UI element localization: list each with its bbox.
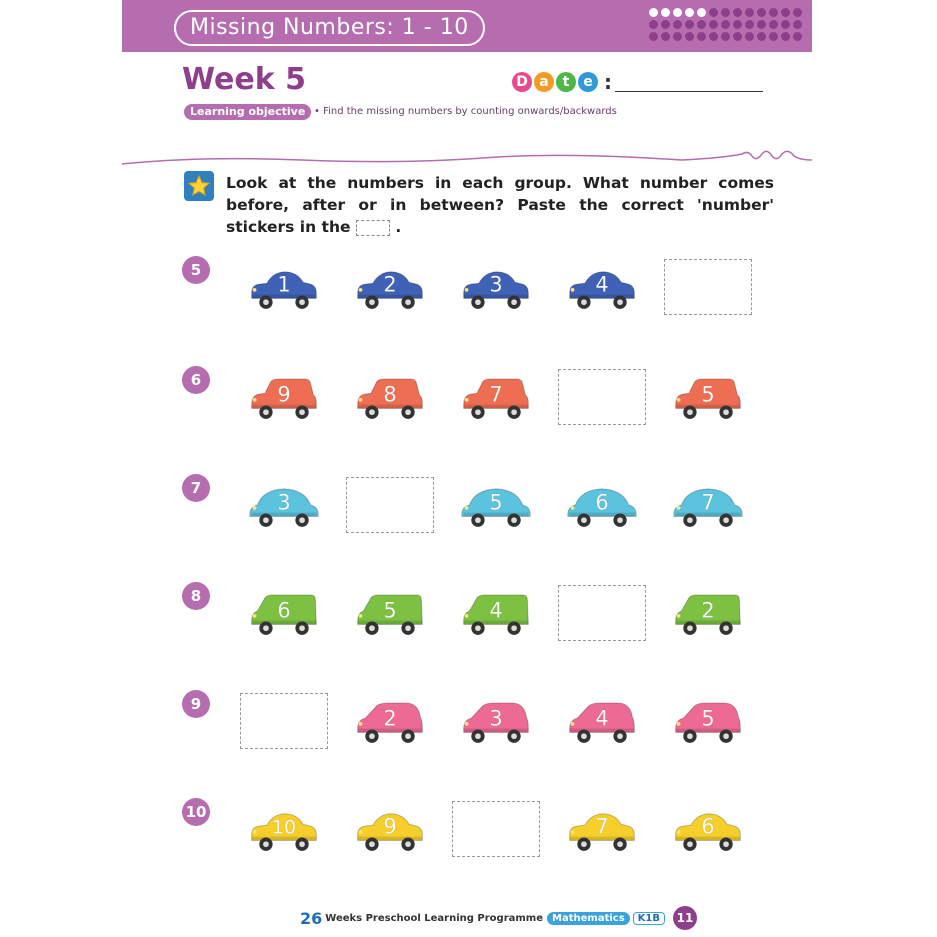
car-van-icon bbox=[246, 585, 322, 641]
svg-text:10: 10 bbox=[271, 816, 297, 839]
car-sedan-icon bbox=[246, 259, 322, 315]
page-number: 11 bbox=[673, 906, 697, 930]
svg-text:3: 3 bbox=[277, 490, 291, 515]
car-hatch-icon bbox=[458, 693, 534, 749]
sticker-drop-box[interactable] bbox=[558, 369, 646, 425]
car-sedan-icon bbox=[458, 259, 534, 315]
row-number: 10 bbox=[182, 798, 210, 826]
svg-text:2: 2 bbox=[701, 598, 715, 623]
car-hatch-icon bbox=[352, 693, 428, 749]
footer-programme: Weeks Preschool Learning Programme bbox=[325, 912, 544, 924]
car-hatch-icon bbox=[670, 693, 746, 749]
car-beetle-icon bbox=[246, 477, 322, 533]
car-suv-icon bbox=[670, 369, 746, 425]
header-band bbox=[122, 0, 812, 52]
date-letter: D bbox=[512, 72, 532, 92]
svg-text:3: 3 bbox=[489, 272, 503, 297]
sticker-drop-box[interactable] bbox=[664, 259, 752, 315]
date-letter: t bbox=[556, 72, 576, 92]
worksheet-title: Missing Numbers: 1 - 10 bbox=[174, 10, 485, 46]
footer-weeks-number: 26 bbox=[300, 908, 323, 928]
footer-subject: Mathematics bbox=[547, 912, 630, 925]
svg-text:5: 5 bbox=[383, 598, 397, 623]
footer-level: K1B bbox=[633, 912, 665, 925]
week-heading: Week 5 bbox=[182, 62, 306, 97]
car-sedan-icon bbox=[352, 801, 428, 857]
sticker-drop-box[interactable] bbox=[240, 693, 328, 749]
svg-text:4: 4 bbox=[489, 598, 503, 623]
car-hatch-icon bbox=[564, 693, 640, 749]
learning-objective-badge: Learning objective bbox=[184, 104, 311, 120]
car-sedan-icon bbox=[564, 801, 640, 857]
worksheet-page bbox=[122, 0, 812, 937]
svg-text:2: 2 bbox=[383, 706, 397, 731]
svg-text:7: 7 bbox=[595, 814, 609, 839]
row-number: 6 bbox=[182, 366, 210, 394]
car-beetle-icon bbox=[670, 477, 746, 533]
car-beetle-icon bbox=[458, 477, 534, 533]
instruction-period: . bbox=[395, 218, 402, 236]
date-field[interactable] bbox=[512, 70, 763, 94]
car-van-icon bbox=[670, 585, 746, 641]
date-write-line[interactable] bbox=[615, 73, 763, 92]
svg-text:9: 9 bbox=[383, 814, 397, 839]
date-colon: : bbox=[604, 70, 612, 94]
decorative-dots bbox=[649, 8, 809, 44]
star-icon bbox=[184, 171, 214, 201]
car-sedan-icon bbox=[564, 259, 640, 315]
svg-text:7: 7 bbox=[701, 490, 715, 515]
date-label bbox=[512, 72, 600, 92]
car-sedan-icon bbox=[352, 259, 428, 315]
car-suv-icon bbox=[352, 369, 428, 425]
instruction-text bbox=[226, 172, 774, 238]
row-number: 5 bbox=[182, 256, 210, 284]
svg-text:6: 6 bbox=[595, 490, 609, 515]
svg-text:2: 2 bbox=[383, 272, 397, 297]
car-beetle-icon bbox=[564, 477, 640, 533]
date-letter: e bbox=[578, 72, 598, 92]
sticker-box-example bbox=[356, 220, 390, 236]
car-sedan-icon bbox=[246, 801, 322, 857]
sticker-drop-box[interactable] bbox=[558, 585, 646, 641]
date-letter: a bbox=[534, 72, 554, 92]
row-number: 8 bbox=[182, 582, 210, 610]
car-van-icon bbox=[352, 585, 428, 641]
car-van-icon bbox=[458, 585, 534, 641]
sticker-drop-box[interactable] bbox=[452, 801, 540, 857]
svg-text:5: 5 bbox=[489, 490, 503, 515]
svg-text:9: 9 bbox=[277, 382, 291, 407]
svg-text:6: 6 bbox=[277, 598, 291, 623]
svg-text:1: 1 bbox=[277, 272, 291, 297]
row-number: 7 bbox=[182, 474, 210, 502]
footer bbox=[300, 906, 697, 930]
svg-text:7: 7 bbox=[489, 382, 503, 407]
svg-text:5: 5 bbox=[701, 382, 715, 407]
car-sedan-icon bbox=[670, 801, 746, 857]
wavy-divider bbox=[122, 148, 812, 172]
sticker-drop-box[interactable] bbox=[346, 477, 434, 533]
learning-objective-text: • Find the missing numbers by counting onwards/backwards bbox=[314, 106, 617, 117]
svg-text:4: 4 bbox=[595, 272, 609, 297]
car-suv-icon bbox=[246, 369, 322, 425]
svg-text:6: 6 bbox=[701, 814, 715, 839]
svg-text:3: 3 bbox=[489, 706, 503, 731]
row-number: 9 bbox=[182, 690, 210, 718]
svg-text:5: 5 bbox=[701, 706, 715, 731]
car-suv-icon bbox=[458, 369, 534, 425]
svg-text:4: 4 bbox=[595, 706, 609, 731]
instruction-main: Look at the numbers in each group. What number comes before, after or in between? Paste the correct 'number' stickers in the bbox=[226, 174, 774, 236]
svg-text:8: 8 bbox=[383, 382, 397, 407]
